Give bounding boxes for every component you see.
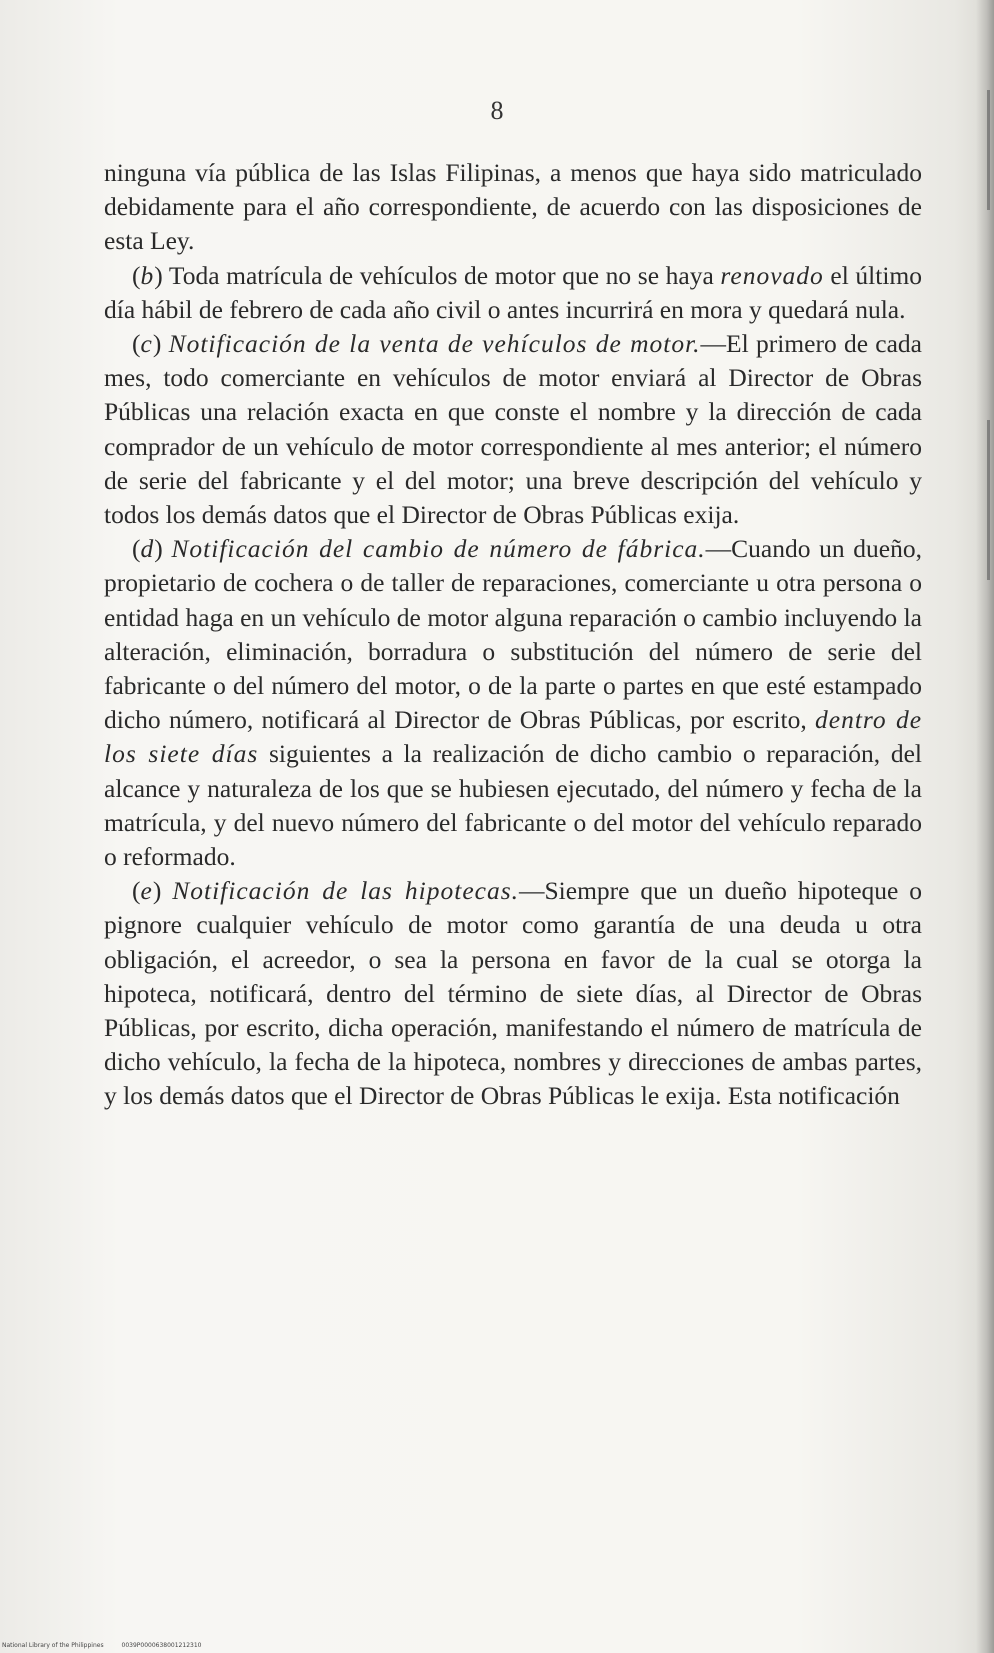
text-segment: ( (132, 329, 141, 359)
text-segment: ) (152, 876, 173, 906)
text-segment: ( (132, 534, 141, 564)
paragraph-p0 (104, 156, 922, 259)
text-segment: ninguna vía pública de las Islas Filipinas, a menos que haya sido matriculado debidamente para el año correspondiente, de acuerdo con las disposiciones de esta Ley. (104, 158, 922, 256)
text-segment: siguientes a la realización de dicho cambio o reparación, del alcance y naturaleza de los que se hubiesen ejecutado, del número y fecha de la matrícula, y del nuevo número del fabricante o del motor del vehículo reparado o reformado. (104, 739, 922, 872)
scan-footer (2, 1642, 217, 1649)
page-number: 8 (490, 96, 504, 125)
paragraph-pb (104, 259, 922, 327)
italic-text: b (140, 260, 155, 290)
text-segment: ) (152, 329, 169, 359)
paragraph-pe (104, 874, 922, 1113)
italic-text: d (140, 534, 155, 564)
paragraph-pc (104, 327, 922, 532)
text-segment: —El primero de cada mes, todo comerciante en vehículos de motor enviará al Director de Obras Públicas una relación exacta en que conste el nombre y la dirección de cada comprador de un vehículo de motor correspondiente al mes anterior; el número de serie del fabricante y el del motor; una breve descripción del vehículo y todos los demás datos que el Director de Obras Públicas exija. (104, 329, 922, 530)
text-segment: ( (132, 876, 141, 906)
paragraph-pd (104, 532, 922, 874)
text-segment: —Cuando un dueño, propietario de cochera o de taller de reparaciones, comerciante u otra persona o entidad haga en un vehículo de motor alguna reparación o cambio incluyendo la alteración, eliminación, borradura o substitución del número de serie del fabricante o del número del motor, o de la parte o partes en que esté estampado dicho número, notificará al Director de Obras Públicas, por escrito, (104, 534, 922, 735)
italic-text: renovado (720, 260, 824, 290)
footer-code: 0039P0000638001212310 (121, 1642, 202, 1649)
italic-text: c (140, 329, 153, 359)
page-edge-shadow (976, 0, 994, 1653)
text-segment: ( (132, 260, 141, 290)
text-segment: ) (154, 534, 172, 564)
text-segment: —Siempre que un dueño hipoteque o pignore cualquier vehículo de motor como garantía de una deuda u otra obligación, el acreedor, o sea la persona en favor de la cual se otorga la hipoteca, notificará, dentro del término de siete días, al Director de Obras Públicas, por escrito, dicha operación, manifestando el número de matrícula de dicho vehículo, la fecha de la hipoteca, nombres y direcciones de ambas partes, y los demás datos que el Director de Obras Públicas le exija. Esta notificación (104, 876, 923, 1111)
text-segment: ) Toda matrícula de vehículos de motor que no se haya (154, 260, 721, 290)
footer-library: National Library of the Philippines (2, 1642, 104, 1649)
italic-text: Notificación de las hipotecas. (172, 876, 519, 906)
italic-text: e (140, 876, 153, 906)
text-segment: el último día hábil de febrero de cada año civil o antes incurrirá en mora y quedará nula. (104, 260, 922, 324)
italic-text: dentro de los siete días (104, 705, 923, 769)
italic-text: Notificación del cambio de número de fábrica. (171, 534, 706, 564)
body-text (104, 156, 922, 1114)
binding-mark (987, 420, 990, 580)
italic-text: Notificación de la venta de vehículos de motor. (168, 329, 701, 359)
